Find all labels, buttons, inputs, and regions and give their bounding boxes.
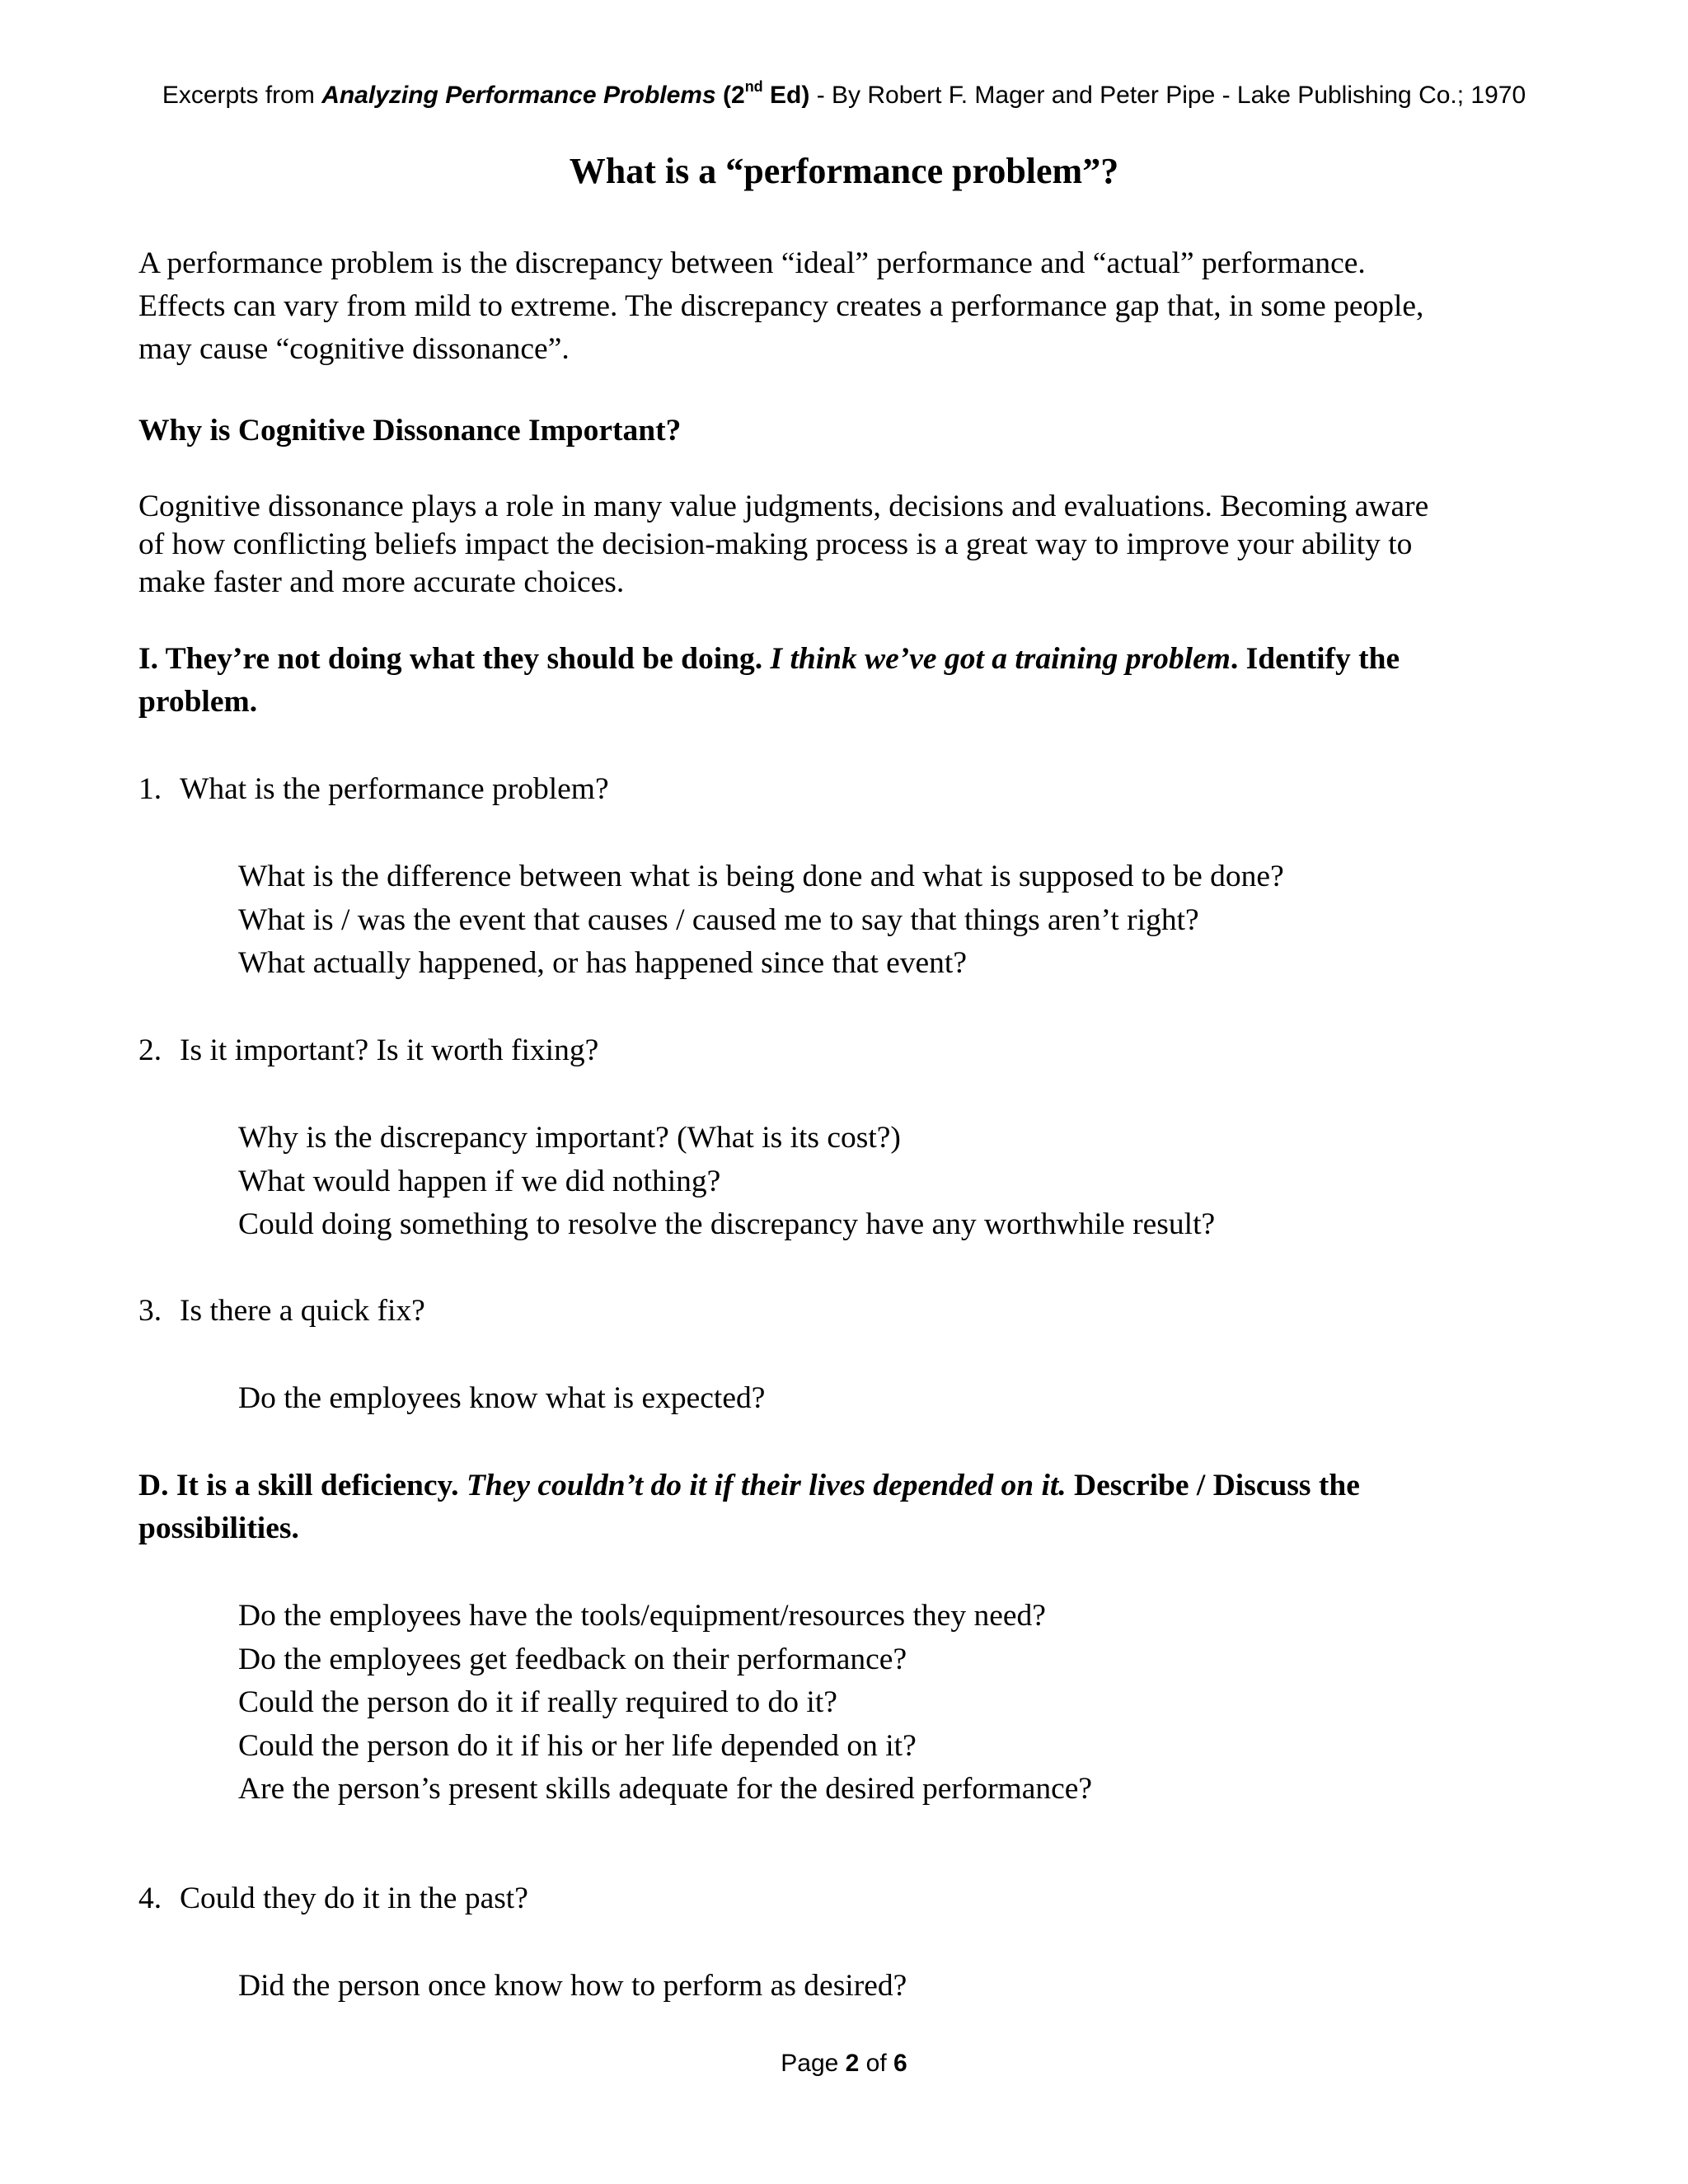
- question-number: 4.: [138, 1882, 162, 1915]
- question-2: [138, 1029, 598, 1072]
- sub-item: Did the person once know how to perform as desired?: [238, 1969, 907, 2003]
- footer-total-pages: 6: [893, 2050, 907, 2077]
- section-d-part3: Describe / Discuss the: [1066, 1469, 1360, 1502]
- header-suffix: - By Robert F. Mager and Peter Pipe - Lake Publishing Co.; 1970: [809, 82, 1526, 109]
- question-number: 2.: [138, 1033, 162, 1067]
- section-i-emphasis: I think we’ve got a training problem: [770, 642, 1231, 676]
- footer-current-page: 2: [845, 2050, 860, 2077]
- footer-of-label: of: [859, 2050, 894, 2077]
- question-3-subitems: [238, 1377, 765, 1421]
- footer-page-label: Page: [781, 2050, 846, 2077]
- sub-item: Do the employees have the tools/equipment/resources they need?: [238, 1599, 1046, 1633]
- sub-item: What is the difference between what is being done and what is supposed to be done?: [238, 860, 1284, 893]
- intro-line: may cause “cognitive dissonance”.: [138, 332, 570, 366]
- question-1-subitems: [238, 855, 1284, 986]
- sub-item: Why is the discrepancy important? (What is its cost?): [238, 1121, 901, 1155]
- header-book-title: Analyzing Performance Problems: [321, 82, 716, 109]
- sub-item: What would happen if we did nothing?: [238, 1164, 721, 1198]
- section-i-part4: problem.: [138, 685, 258, 719]
- sub-item: Could the person do it if really required to do it?: [238, 1685, 837, 1720]
- page-header: [0, 78, 1688, 110]
- intro-line: A performance problem is the discrepancy between “ideal” performance and “actual” performance.: [138, 246, 1366, 280]
- section-i-part3: . Identify the: [1230, 642, 1400, 676]
- section-i-heading: [138, 638, 1556, 724]
- question-text: What is the performance problem?: [180, 772, 609, 806]
- header-edition-close: Ed): [762, 82, 810, 109]
- section-d-heading: [138, 1465, 1556, 1550]
- cognitive-heading: Why is Cognitive Dissonance Important?: [138, 414, 682, 448]
- question-text: Could they do it in the past?: [180, 1882, 528, 1915]
- question-text: Is there a quick fix?: [180, 1294, 425, 1328]
- intro-line: Effects can vary from mild to extreme. The discrepancy creates a performance gap that, in some people,: [138, 289, 1424, 323]
- cognitive-line: Cognitive dissonance plays a role in many value judgments, decisions and evaluations. Becoming aware: [138, 490, 1429, 523]
- sub-item: Do the employees know what is expected?: [238, 1381, 766, 1415]
- cognitive-line: make faster and more accurate choices.: [138, 565, 625, 599]
- question-3: [138, 1290, 425, 1333]
- question-4: [138, 1877, 528, 1920]
- question-number: 3.: [138, 1294, 162, 1328]
- header-edition-open: (2: [715, 82, 745, 109]
- section-d-emphasis: They couldn’t do it if their lives depended on it.: [466, 1469, 1067, 1502]
- sub-item: Do the employees get feedback on their performance?: [238, 1642, 907, 1676]
- sub-item: Could the person do it if his or her life depended on it?: [238, 1728, 917, 1763]
- section-d-subitems: [238, 1595, 1092, 1811]
- sub-item: What is / was the event that causes / caused me to say that things aren’t right?: [238, 902, 1199, 937]
- section-d-part4: possibilities.: [138, 1511, 299, 1545]
- intro-paragraph: [138, 242, 1556, 371]
- section-d-part1: D. It is a skill deficiency.: [138, 1469, 467, 1502]
- cognitive-line: of how conflicting beliefs impact the decision-making process is a great way to improve your ability to: [138, 527, 1413, 561]
- page-footer: [0, 2047, 1688, 2080]
- header-edition-sup: nd: [744, 78, 763, 95]
- sub-item: Are the person’s present skills adequate for the desired performance?: [238, 1772, 1093, 1807]
- question-number: 1.: [138, 772, 162, 806]
- question-text: Is it important? Is it worth fixing?: [180, 1033, 599, 1067]
- header-prefix: Excerpts from: [162, 82, 322, 109]
- page-title: What is a “performance problem”?: [569, 151, 1119, 191]
- sub-item: What actually happened, or has happened since that event?: [238, 946, 967, 981]
- question-2-subitems: [238, 1117, 1215, 1247]
- section-i-part1: I. They’re not doing what they should be doing.: [138, 642, 771, 676]
- sub-item: Could doing something to resolve the discrepancy have any worthwhile result?: [238, 1207, 1216, 1242]
- question-4-subitems: [238, 1965, 907, 2008]
- question-1: [138, 768, 609, 811]
- cognitive-paragraph: [138, 488, 1556, 602]
